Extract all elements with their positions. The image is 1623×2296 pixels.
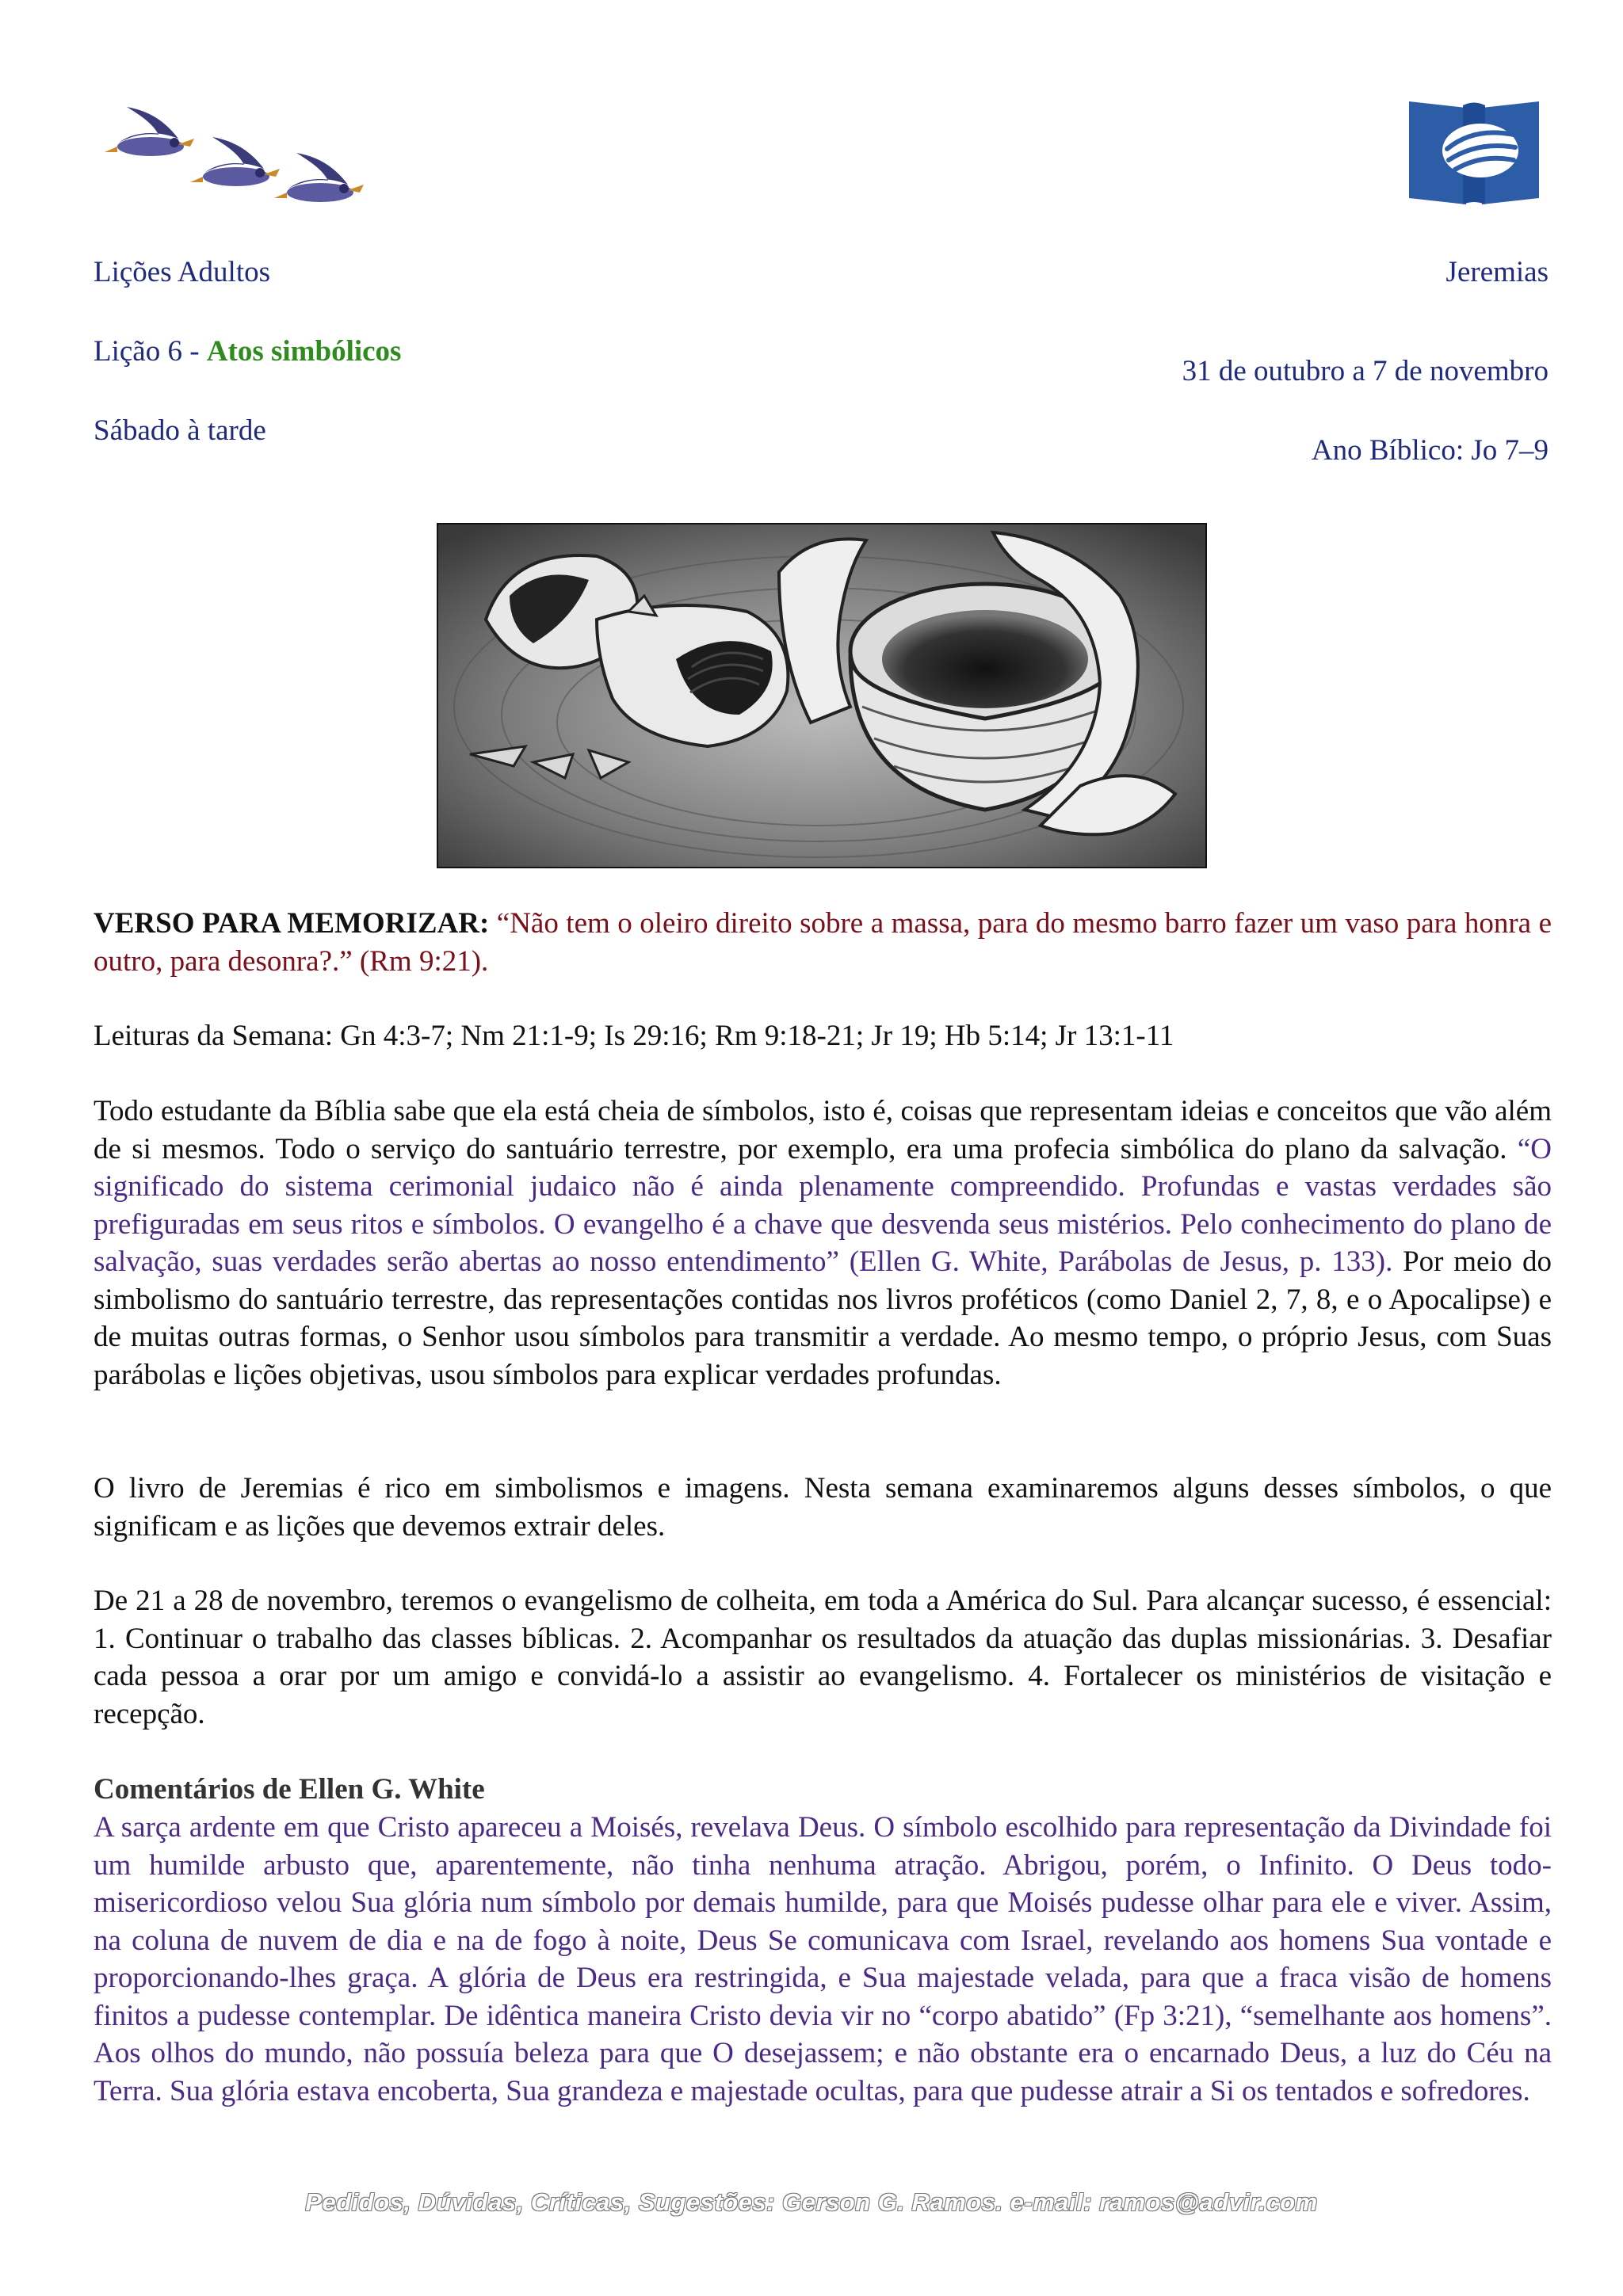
evangelism-paragraph: De 21 a 28 de novembro, teremos o evangelismo de colheita, em toda a América do Sul. Para alcançar sucesso, é essencial: 1. Continuar o trabalho das classes bíblicas. 2. Acompanhar os resultados da atuação das duplas missionárias. 3. Desafiar cada pessoa a orar por um amigo e convidá-lo a assistir ao evangelismo. 4. Fortalecer os ministérios de visitação e recepção.: [94, 1585, 1552, 1730]
bible-year: Ano Bíblico: Jo 7–9: [1311, 434, 1549, 467]
memory-verse-text: “Não tem o oleiro direito sobre a massa, para do mesmo barro fazer um vaso para honra e outro, para desonra?.” (Rm 9:21).: [94, 907, 1552, 978]
flying-birds-icon: [95, 95, 372, 214]
intro-text-continued: Por meio do simbolismo do santuário terrestre, das representações contidas nos livros proféticos (como Daniel 2, 7, 8, e o Apocalipse) e de muitas outras formas, o Senhor usou símbolos para transmitir a verdade. Ao mesmo tempo, o próprio Jesus, com Suas parábolas e lições objetivas, usou símbolos para explicar verdades profundas.: [94, 1245, 1552, 1391]
memory-verse: [94, 905, 1552, 980]
jeremiah-paragraph: O livro de Jeremias é rico em simbolismos e imagens. Nesta semana examinaremos alguns desses símbolos, o que significam e as lições que devemos extrair deles.: [94, 1472, 1552, 1543]
open-book-logo-icon: [1403, 93, 1545, 208]
day-label: Sábado à tarde: [94, 414, 266, 447]
footer-contact: Pedidos, Dúvidas, Críticas, Sugestões: Gerson G. Ramos. e-mail: ramos@advir.com: [305, 2188, 1318, 2216]
intro-paragraph: [94, 1093, 1552, 1394]
memory-verse-label: VERSO PARA MEMORIZAR:: [94, 907, 490, 940]
date-range: 31 de outubro a 7 de novembro: [1182, 355, 1549, 387]
book-name: Jeremias: [1445, 256, 1549, 288]
comments-heading: Comentários de Ellen G. White: [94, 1773, 485, 1806]
lesson-title-line: [94, 334, 401, 369]
lesson-number: Lição 6 -: [94, 335, 207, 368]
weekly-readings: Leituras da Semana: Gn 4:3-7; Nm 21:1-9; Is 29:16; Rm 9:18-21; Jr 19; Hb 5:14; Jr 13:1-11: [94, 1020, 1174, 1052]
lesson-title: Atos simbólicos: [206, 335, 402, 368]
lesson-category: Lições Adultos: [94, 256, 271, 288]
potter-vessels-illustration: [437, 523, 1207, 868]
intro-quote: “O significado do sistema cerimonial judaico não é ainda plenamente compreendido. Profundas e vastas verdades são prefiguradas em seus ritos e símbolos. O evangelho é a chave que desvenda seus mistérios. Pelo conhecimento do plano de salvação, suas verdades serão abertas ao nosso entendimento” (Ellen G. White, Parábolas de Jesus, p. 133).: [94, 1132, 1552, 1278]
intro-text: Todo estudante da Bíblia sabe que ela está cheia de símbolos, isto é, coisas que representam ideias e conceitos que vão além de si mesmos. Todo o serviço do santuário terrestre, por exemplo, era uma profecia simbólica do plano da salvação.: [94, 1095, 1552, 1165]
comments-text: A sarça ardente em que Cristo apareceu a Moisés, revelava Deus. O símbolo escolhido para representação da Divindade foi um humilde arbusto que, aparentemente, não tinha nenhuma atração. Abrigou, porém, o Infinito. O Deus todo-misericordioso velou Sua glória num símbolo por demais humilde, para que Moisés pudesse olhar para ele e viver. Assim, na coluna de nuvem de dia e na de fogo à noite, Deus Se comunicava com Israel, revelando aos homens Sua vontade e proporcionando-lhes graça. A glória de Deus era restringida, e Sua majestade velada, para que a fraca visão de homens finitos a pudesse contemplar. De idêntica maneira Cristo devia vir no “corpo abatido” (Fp 3:21), “semelhante aos homens”. Aos olhos do mundo, não possuía beleza para que O desejassem; e não obstante era o encarnado Deus, a luz do Céu na Terra. Sua glória estava encoberta, Sua grandeza e majestade ocultas, para que pudesse atrair a Si os tentados e sofredores.: [94, 1811, 1552, 2107]
